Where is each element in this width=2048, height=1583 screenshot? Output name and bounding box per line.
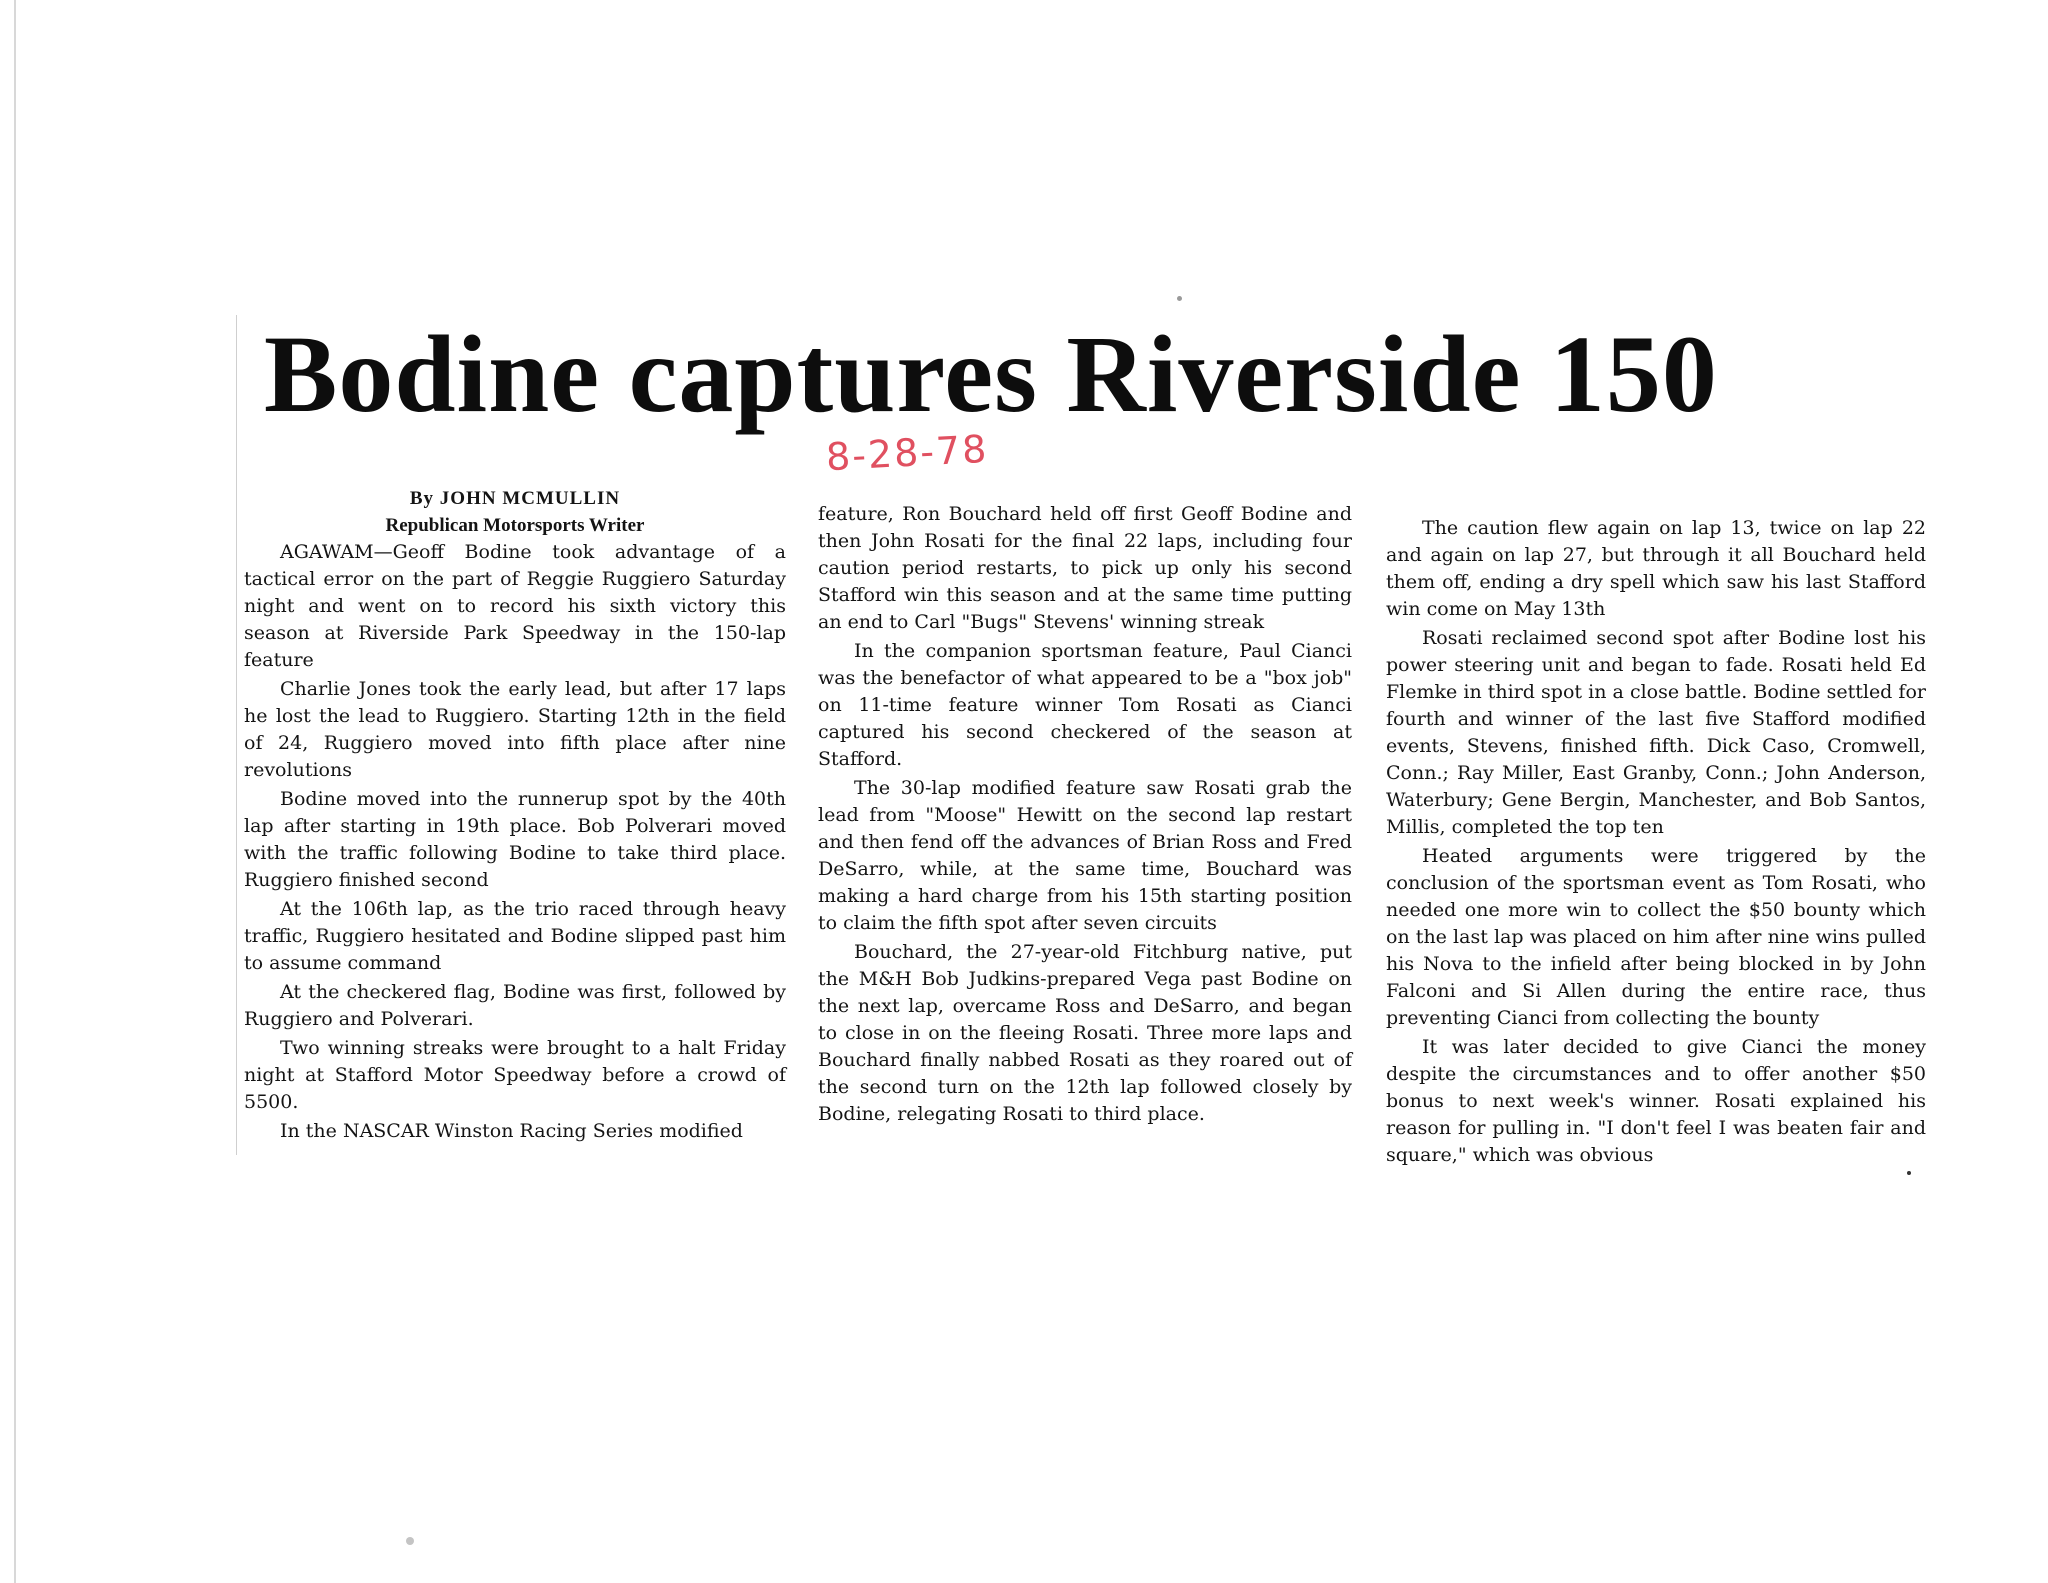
byline: By JOHN MCMULLIN bbox=[409, 488, 621, 509]
article-column-1 bbox=[244, 485, 786, 1147]
article-column-3 bbox=[1386, 515, 1926, 1171]
paragraph: At the 106th lap, as the trio raced through heavy traffic, Ruggiero hesitated and Bodine slipped past him to assume command bbox=[244, 898, 786, 974]
scan-page-edge bbox=[14, 0, 16, 1583]
clipping-edge bbox=[236, 315, 237, 1155]
paragraph: Two winning streaks were brought to a halt Friday night at Stafford Motor Speedway before a crowd of 5500. bbox=[244, 1037, 786, 1113]
paragraph: Bodine moved into the runnerup spot by the 40th lap after starting in 19th place. Bob Polverari moved with the traffic following Bodine to take third place. Ruggiero finished second bbox=[244, 788, 786, 891]
scan-speck bbox=[1177, 296, 1182, 301]
paragraph: Rosati reclaimed second spot after Bodine lost his power steering unit and began to fade. Rosati held Ed Flemke in third spot in a close battle. Bodine settled for fourth and winner of the last five Stafford modified events, Stevens, finished fifth. Dick Caso, Cromwell, Conn.; Ray Miller, East Granby, Conn.; John Anderson, Waterbury; Gene Bergin, Manchester, and Bob Santos, Millis, completed the top ten bbox=[1386, 627, 1926, 838]
paragraph: At the checkered flag, Bodine was first, followed by Ruggiero and Polverari. bbox=[244, 981, 786, 1030]
handwritten-date: 8-28-78 bbox=[824, 426, 990, 480]
paragraph: The caution flew again on lap 13, twice on lap 22 and again on lap 27, but through it all Bouchard held them off, ending a dry spell which saw his last Stafford win come on May 13th bbox=[1386, 517, 1926, 620]
paragraph: It was later decided to give Cianci the money despite the circumstances and to offer another $50 bonus to next week's winner. Rosati explained his reason for pulling in. "I don't feel I was beaten fair and square," which was obvious bbox=[1386, 1036, 1926, 1166]
paragraph: AGAWAM—Geoff Bodine took advantage of a tactical error on the part of Reggie Ruggiero Saturday night and went on to record his sixth victory this season at Riverside Park Speedway in the 150-lap feature bbox=[244, 541, 786, 671]
paragraph: feature, Ron Bouchard held off first Geoff Bodine and then John Rosati for the final 22 laps, including four caution period restarts, to pick up only his second Stafford win this season and at the same time putting an end to Carl "Bugs" Stevens' winning streak bbox=[818, 503, 1352, 633]
newspaper-clipping bbox=[236, 315, 1936, 1175]
paragraph: The 30-lap modified feature saw Rosati grab the lead from "Moose" Hewitt on the second lap restart and then fend off the advances of Brian Ross and Fred DeSarro, while, at the same time, Bouchard was making a hard charge from his 15th starting position to claim the fifth spot after seven circuits bbox=[818, 777, 1352, 934]
paragraph: Charlie Jones took the early lead, but after 17 laps he lost the lead to Ruggiero. Starting 12th in the field of 24, Ruggiero moved into fifth place after nine revolutions bbox=[244, 678, 786, 781]
paragraph: Bouchard, the 27-year-old Fitchburg native, put the M&H Bob Judkins-prepared Vega past Bodine on the next lap, overcame Ross and DeSarro, and began to close in on the fleeing Rosati. Three more laps and Bouchard finally nabbed Rosati as they roared out of the second turn on the 12th lap followed closely by Bodine, relegating Rosati to third place. bbox=[818, 941, 1352, 1125]
scan-speck bbox=[406, 1537, 414, 1545]
article-column-2 bbox=[818, 501, 1352, 1130]
scan-speck bbox=[1907, 1171, 1911, 1175]
byline-title: Republican Motorsports Writer bbox=[385, 515, 645, 536]
paragraph: In the companion sportsman feature, Paul Cianci was the benefactor of what appeared to be a "box job" on 11-time feature winner Tom Rosati as Cianci captured his second checkered of the season at Stafford. bbox=[818, 640, 1352, 770]
paragraph: Heated arguments were triggered by the conclusion of the sportsman event as Tom Rosati, who needed one more win to collect the $50 bounty which on the last lap was placed on him after nine wins pulled his Nova to the infield after being blocked in by John Falconi and Si Allen during the entire race, thus preventing Cianci from collecting the bounty bbox=[1386, 845, 1926, 1029]
paragraph: In the NASCAR Winston Racing Series modified bbox=[280, 1120, 743, 1142]
headline: Bodine captures Riverside 150 bbox=[264, 313, 1718, 435]
